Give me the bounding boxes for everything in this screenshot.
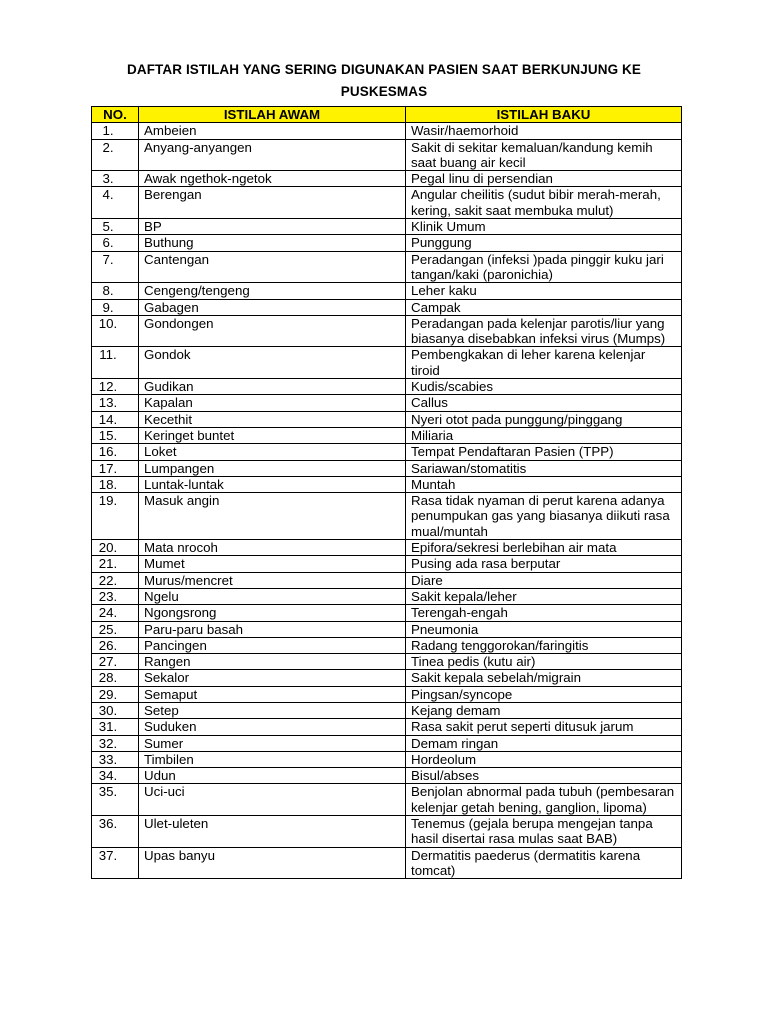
istilah-awam-cell: Ulet-uleten (139, 816, 406, 848)
row-number: 30. (92, 702, 139, 718)
istilah-awam-cell: Anyang-anyangen (139, 139, 406, 171)
table-row (92, 719, 682, 735)
istilah-awam-cell: Keringet buntet (139, 427, 406, 443)
istilah-awam-cell: Upas banyu (139, 847, 406, 879)
istilah-awam-cell: Paru-paru basah (139, 621, 406, 637)
table-row (92, 670, 682, 686)
istilah-awam-cell: Rangen (139, 654, 406, 670)
istilah-baku-cell: Radang tenggorokan/faringitis (406, 637, 682, 653)
istilah-awam-cell: Berengan (139, 187, 406, 219)
istilah-awam-cell: Uci-uci (139, 784, 406, 816)
row-number: 17. (92, 460, 139, 476)
row-number: 20. (92, 540, 139, 556)
istilah-baku-cell: Pingsan/syncope (406, 686, 682, 702)
istilah-awam-cell: Gondok (139, 347, 406, 379)
table-row (92, 235, 682, 251)
table-row (92, 315, 682, 347)
row-number: 14. (92, 411, 139, 427)
istilah-baku-cell: Angular cheilitis (sudut bibir merah-merah, kering, sakit saat membuka mulut) (406, 187, 682, 219)
table-row (92, 444, 682, 460)
istilah-baku-cell: Demam ringan (406, 735, 682, 751)
istilah-baku-cell: Campak (406, 299, 682, 315)
table-row (92, 395, 682, 411)
istilah-baku-cell: Nyeri otot pada punggung/pinggang (406, 411, 682, 427)
row-number: 13. (92, 395, 139, 411)
table-row (92, 123, 682, 139)
row-number: 11. (92, 347, 139, 379)
row-number: 7. (92, 251, 139, 283)
row-number: 28. (92, 670, 139, 686)
row-number: 21. (92, 556, 139, 572)
istilah-baku-cell: Kudis/scabies (406, 379, 682, 395)
istilah-awam-cell: BP (139, 219, 406, 235)
column-header-istilah-awam: ISTILAH AWAM (139, 107, 406, 123)
istilah-awam-cell: Ngelu (139, 588, 406, 604)
istilah-awam-cell: Suduken (139, 719, 406, 735)
istilah-awam-cell: Gudikan (139, 379, 406, 395)
istilah-baku-cell: Epifora/sekresi berlebihan air mata (406, 540, 682, 556)
row-number: 19. (92, 493, 139, 540)
row-number: 31. (92, 719, 139, 735)
istilah-awam-cell: Kecethit (139, 411, 406, 427)
row-number: 18. (92, 476, 139, 492)
table-row (92, 654, 682, 670)
table-row (92, 347, 682, 379)
istilah-awam-cell: Gondongen (139, 315, 406, 347)
table-row (92, 187, 682, 219)
column-header-no: NO. (92, 107, 139, 123)
istilah-baku-cell: Wasir/haemorhoid (406, 123, 682, 139)
istilah-awam-cell: Buthung (139, 235, 406, 251)
istilah-awam-cell: Timbilen (139, 751, 406, 767)
istilah-awam-cell: Luntak-luntak (139, 476, 406, 492)
row-number: 9. (92, 299, 139, 315)
istilah-baku-cell: Terengah-engah (406, 605, 682, 621)
row-number: 12. (92, 379, 139, 395)
table-row (92, 411, 682, 427)
istilah-baku-cell: Sakit kepala sebelah/migrain (406, 670, 682, 686)
istilah-awam-cell: Awak ngethok-ngetok (139, 171, 406, 187)
istilah-baku-cell: Miliaria (406, 427, 682, 443)
istilah-awam-cell: Semaput (139, 686, 406, 702)
table-row (92, 283, 682, 299)
row-number: 1. (92, 123, 139, 139)
row-number: 22. (92, 572, 139, 588)
row-number: 23. (92, 588, 139, 604)
istilah-awam-cell: Pancingen (139, 637, 406, 653)
istilah-awam-cell: Mumet (139, 556, 406, 572)
table-row (92, 816, 682, 848)
istilah-baku-cell: Sariawan/stomatitis (406, 460, 682, 476)
istilah-baku-cell: Peradangan pada kelenjar parotis/liur yang biasanya disebabkan infeksi virus (Mumps) (406, 315, 682, 347)
terms-table (91, 106, 682, 879)
istilah-baku-cell: Diare (406, 572, 682, 588)
table-row (92, 540, 682, 556)
document-title-continued: PUSKESMAS (340, 84, 428, 99)
table-row (92, 493, 682, 540)
istilah-baku-cell: Pusing ada rasa berputar (406, 556, 682, 572)
istilah-baku-cell: Dermatitis paederus (dermatitis karena tomcat) (406, 847, 682, 879)
table-row (92, 621, 682, 637)
row-number: 6. (92, 235, 139, 251)
istilah-baku-cell: Klinik Umum (406, 219, 682, 235)
istilah-awam-cell: Sumer (139, 735, 406, 751)
document-title: DAFTAR ISTILAH YANG SERING DIGUNAKAN PASIEN SAAT BERKUNJUNG KE (127, 62, 641, 77)
istilah-baku-cell: Pembengkakan di leher karena kelenjar tiroid (406, 347, 682, 379)
istilah-awam-cell: Murus/mencret (139, 572, 406, 588)
table-row (92, 379, 682, 395)
table-row (92, 476, 682, 492)
row-number: 15. (92, 427, 139, 443)
table-row (92, 251, 682, 283)
row-number: 34. (92, 768, 139, 784)
row-number: 26. (92, 637, 139, 653)
istilah-awam-cell: Masuk angin (139, 493, 406, 540)
istilah-baku-cell: Rasa sakit perut seperti ditusuk jarum (406, 719, 682, 735)
row-number: 33. (92, 751, 139, 767)
istilah-awam-cell: Cengeng/tengeng (139, 283, 406, 299)
row-number: 25. (92, 621, 139, 637)
row-number: 8. (92, 283, 139, 299)
column-header-istilah-baku: ISTILAH BAKU (406, 107, 682, 123)
row-number: 27. (92, 654, 139, 670)
row-number: 36. (92, 816, 139, 848)
table-row (92, 637, 682, 653)
istilah-awam-cell: Lumpangen (139, 460, 406, 476)
table-row (92, 605, 682, 621)
istilah-awam-cell: Gabagen (139, 299, 406, 315)
table-row (92, 686, 682, 702)
istilah-awam-cell: Setep (139, 702, 406, 718)
table-row (92, 847, 682, 879)
istilah-awam-cell: Cantengan (139, 251, 406, 283)
row-number: 24. (92, 605, 139, 621)
istilah-baku-cell: Hordeolum (406, 751, 682, 767)
row-number: 32. (92, 735, 139, 751)
table-row (92, 299, 682, 315)
row-number: 35. (92, 784, 139, 816)
row-number: 29. (92, 686, 139, 702)
table-row (92, 751, 682, 767)
row-number: 5. (92, 219, 139, 235)
row-number: 2. (92, 139, 139, 171)
istilah-baku-cell: Benjolan abnormal pada tubuh (pembesaran kelenjar getah bening, ganglion, lipoma) (406, 784, 682, 816)
istilah-baku-cell: Sakit di sekitar kemaluan/kandung kemih saat buang air kecil (406, 139, 682, 171)
table-row (92, 427, 682, 443)
istilah-baku-cell: Callus (406, 395, 682, 411)
istilah-baku-cell: Tinea pedis (kutu air) (406, 654, 682, 670)
istilah-baku-cell: Muntah (406, 476, 682, 492)
table-row (92, 572, 682, 588)
istilah-baku-cell: Rasa tidak nyaman di perut karena adanya penumpukan gas yang biasanya diikuti rasa mual/muntah (406, 493, 682, 540)
table-body (92, 123, 682, 879)
istilah-awam-cell: Kapalan (139, 395, 406, 411)
istilah-baku-cell: Leher kaku (406, 283, 682, 299)
istilah-baku-cell: Kejang demam (406, 702, 682, 718)
istilah-baku-cell: Tenemus (gejala berupa mengejan tanpa hasil disertai rasa mulas saat BAB) (406, 816, 682, 848)
table-row (92, 735, 682, 751)
istilah-awam-cell: Ambeien (139, 123, 406, 139)
table-row (92, 171, 682, 187)
istilah-baku-cell: Pneumonia (406, 621, 682, 637)
istilah-baku-cell: Punggung (406, 235, 682, 251)
table-row (92, 588, 682, 604)
row-number: 3. (92, 171, 139, 187)
row-number: 16. (92, 444, 139, 460)
row-number: 10. (92, 315, 139, 347)
istilah-baku-cell: Peradangan (infeksi )pada pinggir kuku jari tangan/kaki (paronichia) (406, 251, 682, 283)
istilah-awam-cell: Ngongsrong (139, 605, 406, 621)
istilah-awam-cell: Mata nrocoh (139, 540, 406, 556)
table-row (92, 460, 682, 476)
table-row (92, 139, 682, 171)
istilah-baku-cell: Pegal linu di persendian (406, 171, 682, 187)
istilah-baku-cell: Sakit kepala/leher (406, 588, 682, 604)
istilah-awam-cell: Sekalor (139, 670, 406, 686)
table-row (92, 702, 682, 718)
istilah-awam-cell: Udun (139, 768, 406, 784)
istilah-baku-cell: Bisul/abses (406, 768, 682, 784)
row-number: 4. (92, 187, 139, 219)
table-row (92, 784, 682, 816)
table-row (92, 219, 682, 235)
table-header-row (92, 107, 682, 123)
istilah-awam-cell: Loket (139, 444, 406, 460)
table-row (92, 768, 682, 784)
row-number: 37. (92, 847, 139, 879)
table-row (92, 556, 682, 572)
istilah-baku-cell: Tempat Pendaftaran Pasien (TPP) (406, 444, 682, 460)
